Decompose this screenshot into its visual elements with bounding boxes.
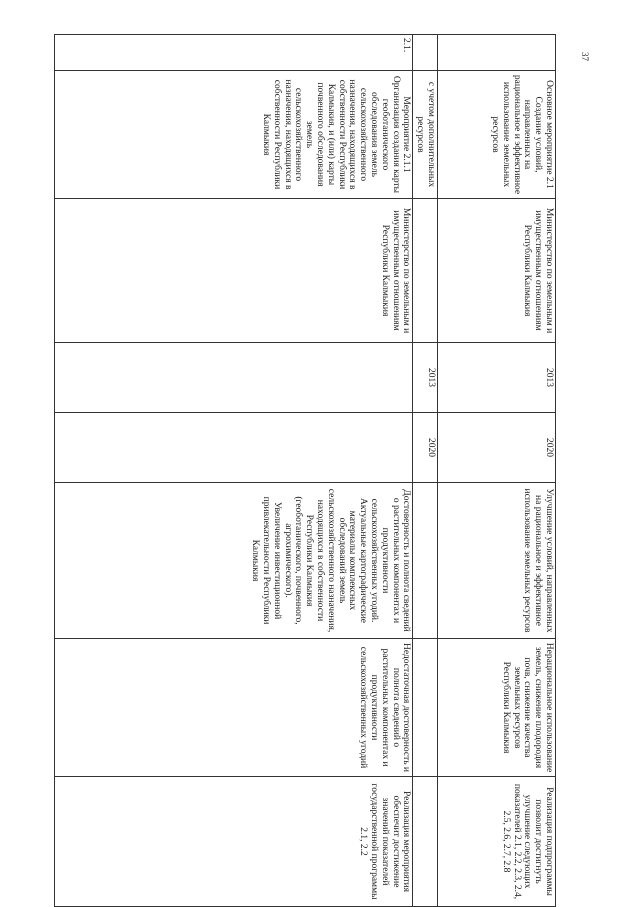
start-year: 2013 <box>413 343 438 413</box>
expected-result: Достоверность и полнота сведений о растительных компонентах и продуктивности сельскохозяйственных угодий. Актуальные картографические материалы комплексных обследований земель сельскохозяйственного назначения, находящихся в собственности Республики Калмыкия (геоботанического, почвенного, агрохимического). Увеличение инвестиционной привлекательности Республики Калмыкия <box>55 483 413 639</box>
expected-result: Улучшение условий, направленных на рациональное и эффективное использование земельных ресурсов <box>438 483 556 639</box>
consequences: Недостаточная достоверность и полнота сведений о растительных компонентах и продуктивности сельскохозяйственных угодий <box>55 639 413 777</box>
executor <box>413 199 438 343</box>
expected-result <box>413 483 438 639</box>
indicators: Реализация подпрограммы позволит достигнуть улучшение следующих показателей 2.1, 2.2, 2.3, 2.4, 2.5, 2.6, 2.7, 2.8 <box>438 777 556 907</box>
row-number: 2.1. <box>55 35 413 71</box>
end-year: 2020 <box>413 413 438 483</box>
page-number: 37 <box>580 52 590 61</box>
end-year <box>55 413 413 483</box>
table-row <box>438 35 556 907</box>
start-year: 2013 <box>438 343 556 413</box>
rotated-table-page <box>51 34 556 906</box>
indicators: Реализация мероприятия обеспечит достижение значений показателей государственной программы 2.1, 2.2 <box>55 777 413 907</box>
measure-name: Мероприятие 2.1.1 Организация создания карты геоботанического обследования земель сельскохозяйственного назначения, находящихся в собственности Республики Калмыкия, и (или) карты почвенного обследования земель сельскохозяйственного назначения, находящихся в собственности Республики Калмыкия <box>55 71 413 199</box>
executor: Министерство по земельным и имущественным отношениям Республики Калмыкия <box>55 199 413 343</box>
consequences: Нерациональное использование земель, снижение плодородия почв, снижение качества земельных ресурсов Республики Калмыкия <box>438 639 556 777</box>
measure-name: Основное мероприятие 2.1 Создание условий, направленных на рациональное и эффективное использование земельных ресурсов <box>438 71 556 199</box>
measure-name: с учетом дополнительных ресурсов <box>413 71 438 199</box>
row-number <box>438 35 556 71</box>
row-number <box>413 35 438 71</box>
executor: Министерство по земельным и имущественным отношениям Республики Калмыкия <box>438 199 556 343</box>
table-row <box>55 35 413 907</box>
end-year: 2020 <box>438 413 556 483</box>
start-year <box>55 343 413 413</box>
consequences <box>413 639 438 777</box>
table-row <box>413 35 438 907</box>
indicators <box>413 777 438 907</box>
program-measures-table <box>54 34 556 907</box>
